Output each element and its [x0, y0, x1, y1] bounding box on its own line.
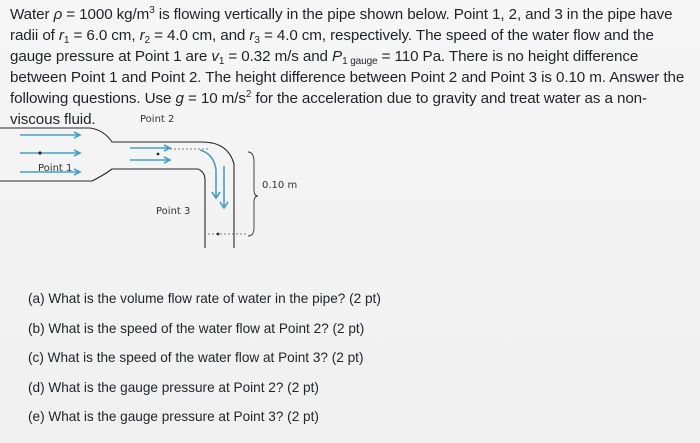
- problem-text: = 6.0 cm,: [69, 27, 140, 44]
- point1-marker: [38, 151, 41, 154]
- question-list: [28, 290, 688, 438]
- pipe-top-wall: [0, 128, 234, 248]
- pipe-diagram: [0, 108, 320, 253]
- question-d: (d) What is the gauge pressure at Point 2? (2 pt): [28, 379, 319, 395]
- problem-text: for the acceleration due to gravity and treat water as a non-viscous fluid.: [10, 90, 647, 128]
- subscript: 1 gauge: [342, 56, 378, 67]
- problem-text: is flowing vertically in the pipe shown below. Point 1, 2, and 3 in the pipe have radii of: [10, 6, 673, 44]
- point1-label: Point 1: [38, 163, 73, 174]
- symbol-g: g: [175, 90, 184, 107]
- symbol-r: r: [139, 27, 145, 44]
- problem-text: = 4.0 cm, respectively. The speed of the water flow and the gauge pressure at Point 1 are: [10, 27, 654, 65]
- symbol-v: v: [211, 48, 219, 65]
- point2-label: Point 2: [140, 114, 175, 125]
- problem-text: = 110 Pa. There is no height difference between Point 1 and Point 2. The height difference between Point 2 and Point 3 is 0.10 m. Answer the following questions. Use: [10, 48, 685, 107]
- point2-marker: [157, 153, 160, 156]
- question-a: (a) What is the volume flow rate of water in the pipe? (2 pt): [28, 291, 381, 306]
- superscript: 3: [149, 5, 155, 16]
- question-b: (b) What is the speed of the water flow at Point 2? (2 pt): [28, 320, 365, 336]
- subscript: 3: [254, 35, 260, 46]
- symbol-P: P: [332, 48, 343, 65]
- superscript: 2: [245, 89, 252, 100]
- problem-text: Water: [10, 6, 54, 23]
- question-c: (c) What is the speed of the water flow at Point 3? (2 pt): [28, 350, 364, 365]
- point3-marker: [217, 233, 220, 236]
- problem-text: = 4.0 cm, and: [150, 27, 250, 44]
- pipe-diagram-svg: [0, 108, 320, 253]
- subscript: 1: [63, 35, 70, 46]
- problem-text: = 0.32 m/s and: [224, 48, 333, 65]
- flow-arrow: [200, 150, 216, 198]
- problem-text: = 1000 kg/m: [62, 6, 150, 23]
- subscript: 2: [144, 35, 151, 46]
- symbol-r: r: [249, 27, 255, 44]
- symbol-r: r: [58, 27, 64, 44]
- problem-text: = 10 m/s: [183, 90, 246, 107]
- point3-label: Point 3: [156, 206, 191, 217]
- question-e: (e) What is the gauge pressure at Point 3? (2 pt): [28, 409, 319, 424]
- symbol-rho: ρ: [53, 6, 63, 23]
- subscript: 1: [218, 56, 225, 67]
- height-brace: [248, 152, 258, 236]
- height-label: 0.10 m: [262, 180, 298, 191]
